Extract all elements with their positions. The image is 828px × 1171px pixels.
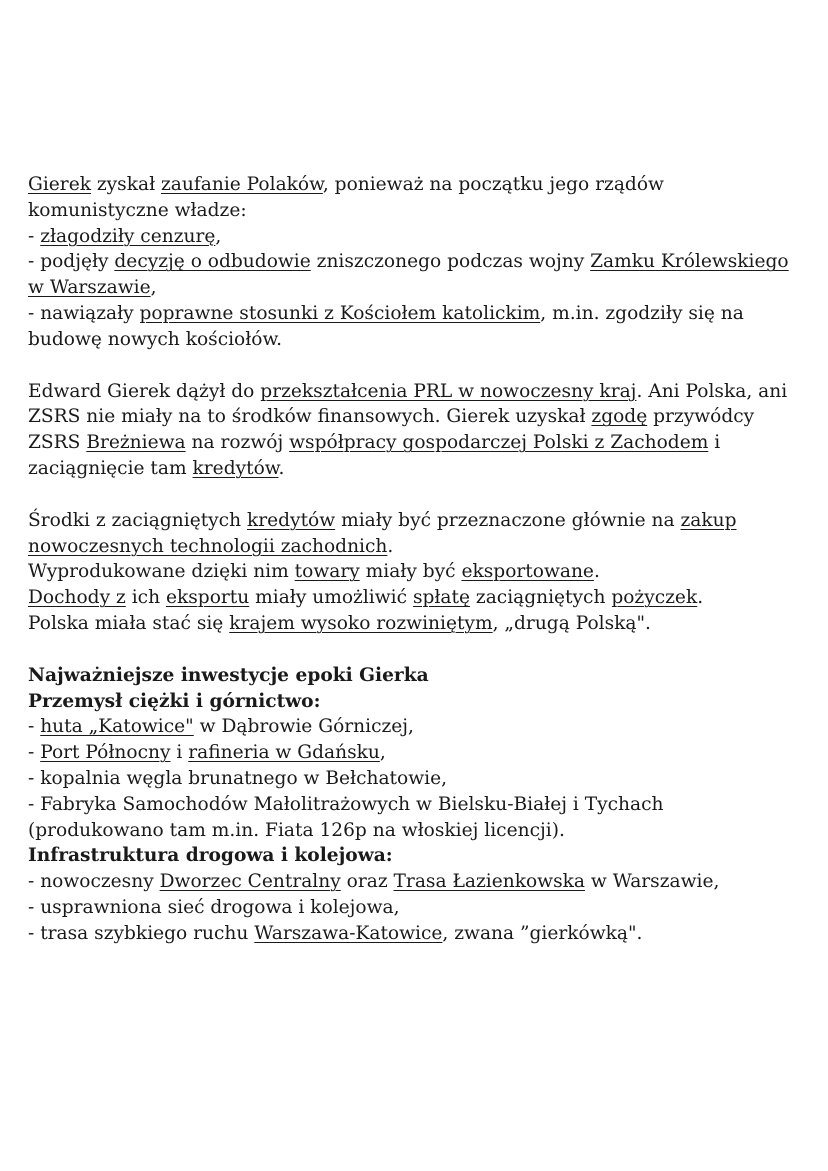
term-developed-country: krajem wysoko rozwiniętym: [229, 612, 493, 634]
list-item: - nowoczesny Dworzec Centralny oraz Trasa Łazienkowska w Warszawie,: [28, 871, 720, 893]
list-item: - usprawniona sieć drogowa i kolejowa,: [28, 896, 400, 918]
list-item: - Port Północny i rafineria w Gdańsku,: [28, 742, 386, 764]
term-goods: towary: [294, 561, 360, 583]
intro-sentence: Gierek zyskał zaufanie Polaków, ponieważ na początku jego rządów komunistyczne władze:: [28, 174, 664, 221]
sentence: Dochody z ich eksportu miały umożliwić spłatę zaciągniętych pożyczek.: [28, 587, 704, 609]
term-credits: kredytów: [192, 457, 279, 479]
term-rebuild-decision: decyzję o odbudowie: [114, 251, 311, 273]
term-consent: zgodę: [591, 406, 648, 428]
section-investments: [28, 663, 803, 947]
list-item: - nawiązały poprawne stosunki z Kościołem katolickim, m.in. zgodziły się na budowę nowych kościołów.: [28, 302, 744, 350]
subheading-industry: Przemysł ciężki i górnictwo:: [28, 690, 321, 712]
term-repayment: spłatę: [412, 587, 470, 609]
term-technology-purchase: zakup nowoczesnych technologii zachodnich: [28, 509, 737, 557]
term-gierek: Gierek: [28, 174, 91, 195]
list-item: - podjęły decyzję o odbudowie zniszczonego podczas wojny Zamku Królewskiego w Warszawie,: [28, 251, 789, 299]
list-item: - huta „Katowice" w Dąbrowie Górniczej,: [28, 716, 414, 738]
sentence: Wyprodukowane dzięki nim towary miały być eksportowane.: [28, 561, 600, 583]
term-transformation: przekształcenia PRL w nowoczesny kraj: [260, 380, 637, 402]
list-item: - Fabryka Samochodów Małolitrażowych w Bielsku-Białej i Tychach (produkowano tam m.in. Fiata 126p na włoskiej licencji).: [28, 793, 664, 841]
list-item: - kopalnia węgla brunatnego w Bełchatowie,: [28, 767, 447, 789]
section-heading: Najważniejsze inwestycje epoki Gierka: [28, 664, 429, 686]
term-loans: pożyczek: [611, 587, 698, 609]
paragraph-trust: [28, 172, 803, 353]
term-brezhnev: Breżniewa: [86, 432, 186, 454]
paragraph-credits: [28, 508, 803, 637]
document-body: [28, 172, 803, 947]
term-western-cooperation: współpracy gospodarczej Polski z Zachodem: [289, 432, 709, 454]
term-exported: eksportowane: [461, 561, 594, 583]
term-export: eksportu: [165, 587, 250, 609]
term-trust: zaufanie Polaków: [161, 174, 323, 195]
term-central-station: Dworzec Centralny: [159, 871, 341, 893]
paragraph-modernization: Edward Gierek dążył do przekształcenia PRL w nowoczesny kraj. Ani Polska, ani ZSRS nie miały na to środków finansowych. Gierek uzyskał zgodę przywódcy ZSRS Breżniewa na rozwój współpracy gospodarczej Polski z Zachodem i zaciągnięcie tam kredytów.: [28, 380, 788, 479]
list-item: - trasa szybkiego ruchu Warszawa-Katowice, zwana ”gierkówką".: [28, 922, 643, 944]
term-royal-castle: Zamku Królewskiego w Warszawie: [28, 251, 789, 299]
term-lazienkowska-route: Trasa Łazienkowska: [393, 871, 585, 893]
list-item: - złagodziły cenzurę,: [28, 225, 222, 247]
sentence: Środki z zaciągniętych kredytów miały być przeznaczone głównie na zakup nowoczesnych technologii zachodnich.: [28, 509, 737, 557]
term-credits: kredytów: [247, 509, 336, 531]
sentence: Polska miała stać się krajem wysoko rozwiniętym, „drugą Polską".: [28, 612, 651, 634]
subheading-infrastructure: Infrastruktura drogowa i kolejowa:: [28, 845, 393, 867]
term-censorship: złagodziły cenzurę: [40, 225, 216, 247]
term-income: Dochody z: [28, 587, 126, 609]
term-church-relations: poprawne stosunki z Kościołem katolickim: [139, 302, 541, 324]
term-katowice-steelworks: huta „Katowice": [40, 716, 194, 738]
term-warsaw-katowice-route: Warszawa-Katowice: [254, 922, 443, 944]
term-gdansk-refinery: rafineria w Gdańsku: [188, 742, 380, 764]
term-north-port: Port Północny: [40, 742, 171, 764]
